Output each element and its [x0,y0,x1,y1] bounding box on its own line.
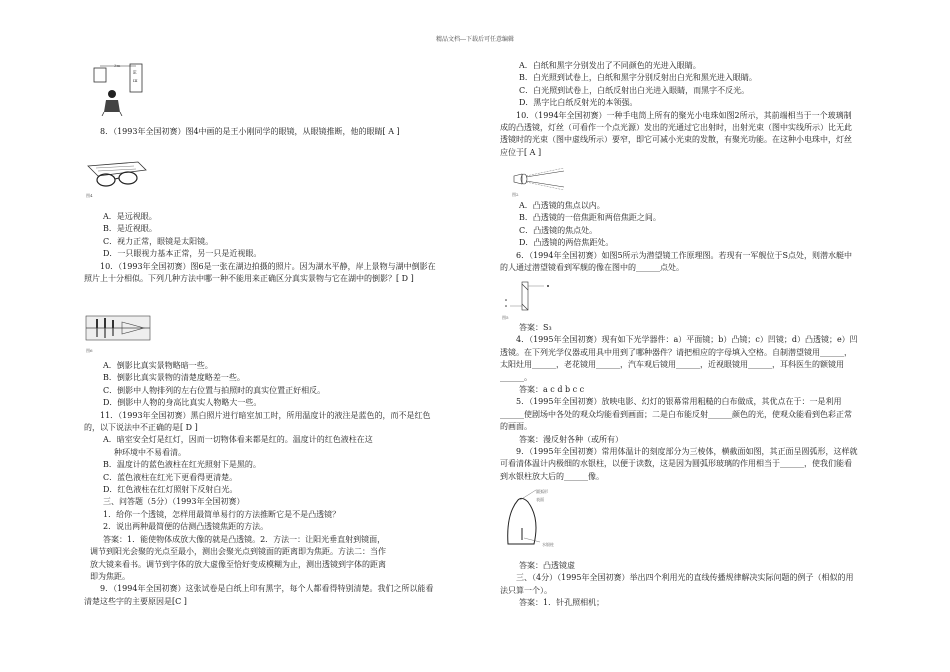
glasses-illustration [84,160,154,190]
option-a: A．白纸和黑字分别发出了不同颜色的光进入眼睛。 [519,61,701,70]
option-d: D．一只眼视力基本正常，另一只是近视眼。 [103,249,262,259]
answer-line-1: 答案：1．能使物体成放大像的就是凸透镜。2．方法一：让阳光垂直射到镜面， [103,534,386,544]
section-heading: 三、问答题（5分）（1993年全国初赛） [103,497,245,507]
section-item-2: 2．说出两种最简便的估测凸透镜焦距的方法。 [103,522,269,532]
flashlight-bulb-illustration [512,168,572,190]
question-8: 8．（1993年全国初赛）图4中画的是王小刚同学的眼镜，从眼镜推断，他的眼睛[ A ] [100,127,400,136]
figure-4-glasses [84,160,154,196]
answer-line-3: 放大镜来看书。调节到字体的放大虚像至恰好变成模糊为止，测出透镜到字体的距离 [90,559,386,569]
option-a: A．凸透镜的焦点以内。 [519,201,605,210]
figure-6-caption: 图6 [86,348,93,353]
question-9b: 9．（1995年全国初赛）常用体温计的刻度部分为三棱体，横截面如图，其正面呈圆弧形，这样就可看清体温计内极细的水银柱，以便于读数，这是因为圆弧形玻璃的作用相当于______，使我们能看到水银柱放大后的______像。 [500,447,858,481]
option-a: A．是远视眼。 [103,212,157,221]
figure-2-bulb [512,168,572,196]
section-item-1: 1．给你一个透镜，怎样用最简单易行的方法推断它是不是凸透镜？ [103,509,341,519]
question-11: 11．（1993年全国初赛）黑白照片进行暗室加工时，所用温度计的液注是蓝色的，而不是红色的，以下说法中不正确的是[ D ] [84,410,431,433]
answer-q9: 答案：凸透镜虚 [519,561,575,570]
section-3-heading: 三、（4分）（1995年全国初赛）举出四个利用光的直线传播规律解决实际问题的例子（相似的用法只算一个）。 [500,573,854,595]
figure-5-periscope [500,280,560,320]
question-4: 4．（1995年全国初赛）现有如下光学器件：a）平面镜；b）凸镜；c）凹镜；d）凸透镜；e）凹透镜。在下列光学仪器或用具中用到了哪种器件？请把相应的字母填入空格。自制潜望镜用______，太阳灶用______，老花镜用______，汽车观后镜用______，近视眼镜用______，耳科医生的额镜用______。 [500,335,858,382]
question-8-options [84,211,440,285]
answer-q5: 答案：漫反射各种（或所有） [519,434,623,444]
figure-eye-chart [84,60,164,116]
question-6: 6．（1994年全国初赛）如图5所示为潜望镜工作原理图。若现有一军舰位于S点处，则潜水艇中的人通过潜望镜看到军舰的像在图中的______点处。 [500,250,853,273]
label-mercury-column: 水银柱 [542,542,554,547]
option-a-continued: 种环境中不易看清。 [114,447,186,457]
option-c: C．倒影中人物排列的左右位置与拍照时的真实位置正好相反。 [103,385,326,395]
periscope-illustration [500,280,560,314]
question-10: 10．（1993年全国初赛）图6是一张在湖边拍摄的照片。因为湖水平静，岸上景物与湖中倒影在照片上十分相似。下列几种方法中哪一种不能用来正确区分真实景物与它在湖中的倒影？[ D ] [84,261,436,284]
label-arc-surface-2: 表面 [536,497,544,502]
option-d: D．红色液柱在红灯照射下反射白光。 [103,485,238,495]
answer-q6: 答案：S₃ [519,323,552,332]
answer-line-2: 调节到阳光会聚的光点至最小，测出会聚光点到镜面的距离即为焦距。方法二：当作 [90,547,386,557]
figure-2-caption: 图2 [512,192,519,197]
figure-thermometer [500,488,590,558]
answer-q4: 答案：a c d b c c [519,385,585,395]
option-b: B．凸透镜的一倍焦距和两倍焦距之间。 [519,213,661,223]
option-b: B．是近视眼。 [103,224,157,234]
option-d: D．凸透镜的两倍焦距处。 [519,238,614,248]
question-10: 10．（1994年全国初赛）一种手电筒上所有的聚光小电珠如图2所示，其前端相当于一个玻璃制成的凸透镜，灯丝（可看作一个点光源）发出的光通过它出射时，出射光束（图中实线所示）比无此透镜时的光束（图中虚线所示）要窄，即它可减小光束的发散，有聚光功能。在这种小电珠中，灯丝应位于[ A ] [500,110,852,157]
svg-text:E: E [133,70,137,76]
page-header: 精品文档---下载后可任意编辑 [435,36,515,43]
section-3-answer: 答案：1．针孔照相机； [519,598,605,608]
question-5: 5．（1995年全国初赛）放映电影、幻灯的银幕常用粗糙的白布做成，其优点在于：一是利用______使剧场中各处的观众均能看到画面；二是白布能反射______颜色的光，使观众能看到色彩正常的画面。 [500,397,852,432]
question-10-block [84,360,440,608]
question-9: 9．（1994年全国初赛）这张试卷是白纸上印有黑字，每个人都看得特别清楚。我们之所以能看清楚这些字的主要原因是[C ] [84,584,434,606]
lake-photo-illustration [84,314,154,344]
option-b: B．倒影比真实景物的清楚度略差一些。 [103,373,245,383]
option-a: A．倒影比真实景物略暗一些。 [103,361,213,370]
option-a: A．暗室安全灯是红灯，因而一切物体看来都是红的。温度计的红色液柱在这 [103,435,373,445]
option-c: C．视力正常，眼镜是太阳镜。 [103,236,214,246]
answer-line-4: 即为焦距。 [90,571,130,581]
option-d: D．黑字比白纸反射光的本领强。 [519,98,638,108]
option-c: C．白光照到试卷上，白纸反射出白光进入眼睛，而黑字不反光。 [519,85,750,95]
right-lower-block [500,322,858,483]
figure-distance-label: 3m [114,63,121,68]
figure-5-caption: 图5 [502,315,509,320]
figure-6-lake [84,314,154,353]
option-b: B．白光照到试卷上，白纸和黑字分别反射出白光和黑光进入眼睛。 [519,73,757,83]
figure-4-caption: 图4 [86,193,93,198]
option-b: B．温度计的蓝色液柱在红光照射下是黑的。 [103,460,261,470]
right-top-block [500,60,858,159]
right-bottom-block [500,560,858,610]
label-arc-surface-1: 圆弧形 [536,489,548,494]
option-c: C．凸透镜的焦点处。 [519,225,598,235]
eye-test-illustration [84,60,164,116]
option-c: C．蓝色液柱在红光下更看得更清楚。 [103,472,238,482]
option-d: D．倒影中人物的身高比真实人物略大一些。 [103,398,262,408]
svg-text:Ш: Ш [133,78,138,83]
right-middle-block [500,200,858,274]
